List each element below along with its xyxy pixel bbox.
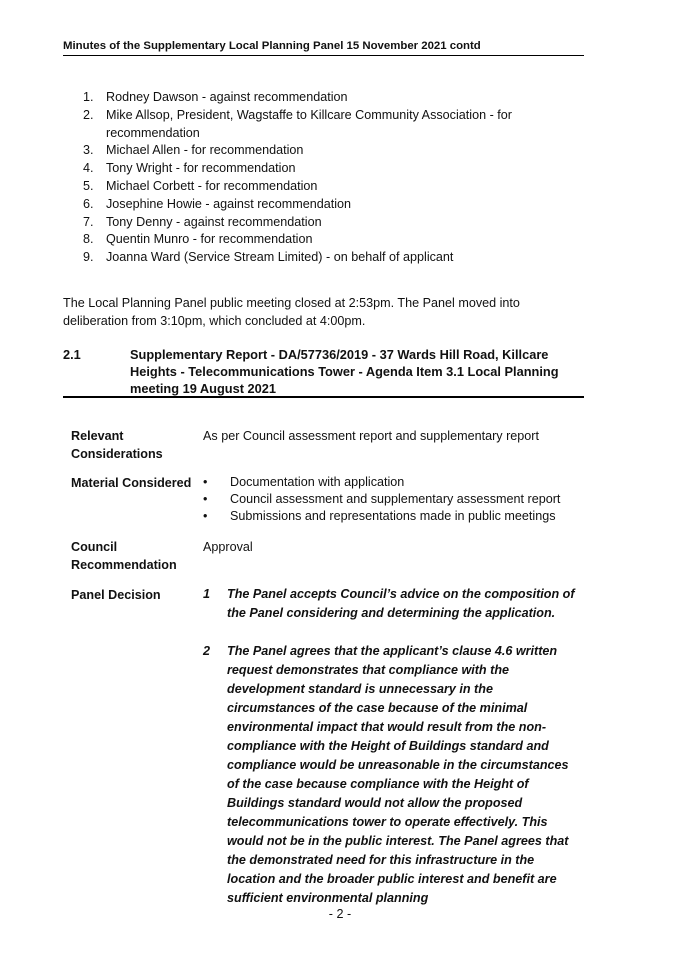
list-number: 8.: [83, 232, 94, 247]
list-item: [63, 107, 584, 143]
list-text: Josephine Howie - against recommendation: [106, 196, 352, 211]
list-item: • Submissions and representations made in public meetings: [203, 508, 583, 525]
council-recommendation-value: Approval: [203, 540, 253, 554]
list-item: [63, 249, 584, 267]
decision-number: 1: [203, 587, 211, 601]
material-considered-label: Material Considered: [71, 476, 192, 490]
decision-text: The Panel agrees that the applicant’s clause 4.6 written request demonstrates that compliance with the development standard is unnecessary in the circumstances of the case because of the minimal environmental impact that would result from the non-compliance with the Height of Buildings standard and compliance would be unreasonable in the circumstances of the case because compliance with the Height of Buildings standard would not allow the proposed telecommunications tower to operate effectively. This would not be in the public interest. The Panel agrees that the demonstrated need for this infrastructure in the location and the broader public interest and benefit are sufficient environmental planning: [227, 644, 569, 905]
list-item: [63, 178, 584, 196]
list-number: 3.: [83, 143, 94, 158]
list-item: • Documentation with application: [203, 474, 583, 491]
list-text: Michael Allen - for recommendation: [106, 143, 304, 158]
list-text: Tony Denny - against recommendation: [106, 214, 322, 229]
list-item: [63, 196, 584, 214]
list-number: 9.: [83, 250, 94, 265]
decision-text: The Panel accepts Council’s advice on the composition of the Panel considering and determining the application.: [227, 587, 575, 620]
list-text: Michael Corbett - for recommendation: [106, 178, 318, 193]
list-number: 4.: [83, 161, 94, 176]
item-title: Supplementary Report - DA/57736/2019 - 37 Wards Hill Road, Killcare Heights - Telecommunications Tower - Agenda Item 3.1 Local Planning meeting 19 August 2021: [130, 347, 559, 396]
list-item: [63, 231, 584, 249]
item-heading: [63, 346, 584, 398]
list-number: 7.: [83, 214, 94, 229]
decision-item: [203, 642, 583, 908]
list-number: 1.: [83, 90, 94, 104]
list-text: Quentin Munro - for recommendation: [106, 232, 313, 247]
decision-number: 2: [203, 644, 211, 658]
council-recommendation-label: Council Recommendation: [71, 540, 177, 573]
list-number: 6.: [83, 196, 94, 211]
list-number: 2.: [83, 107, 94, 122]
list-text: Mike Allsop, President, Wagstaffe to Killcare Community Association - for recommendation: [106, 107, 512, 140]
list-item: [63, 214, 584, 232]
relevant-considerations-value: As per Council assessment report and supplementary report: [203, 429, 539, 443]
list-text: Tony Wright - for recommendation: [106, 161, 296, 176]
list-item: [63, 142, 584, 160]
list-text: Rodney Dawson - against recommendation: [106, 90, 348, 104]
speaker-list: [63, 89, 584, 267]
item-number: 2.1: [63, 347, 81, 362]
panel-decision-label: Panel Decision: [71, 588, 161, 602]
list-item: • Council assessment and supplementary assessment report: [203, 491, 583, 508]
relevant-considerations-label: Relevant Considerations: [71, 429, 163, 462]
decision-item: [203, 585, 583, 623]
list-item: [63, 89, 584, 107]
page-header: Minutes of the Supplementary Local Planning Panel 15 November 2021 contd: [63, 40, 584, 56]
list-text: Joanna Ward (Service Stream Limited) - on behalf of applicant: [106, 250, 454, 265]
list-number: 5.: [83, 178, 94, 193]
material-considered-list: [203, 474, 583, 525]
list-item: [63, 160, 584, 178]
page-number: - 2 -: [328, 907, 352, 921]
meeting-note: The Local Planning Panel public meeting closed at 2:53pm. The Panel moved into deliberation from 3:10pm, which concluded at 4:00pm.: [63, 296, 520, 328]
